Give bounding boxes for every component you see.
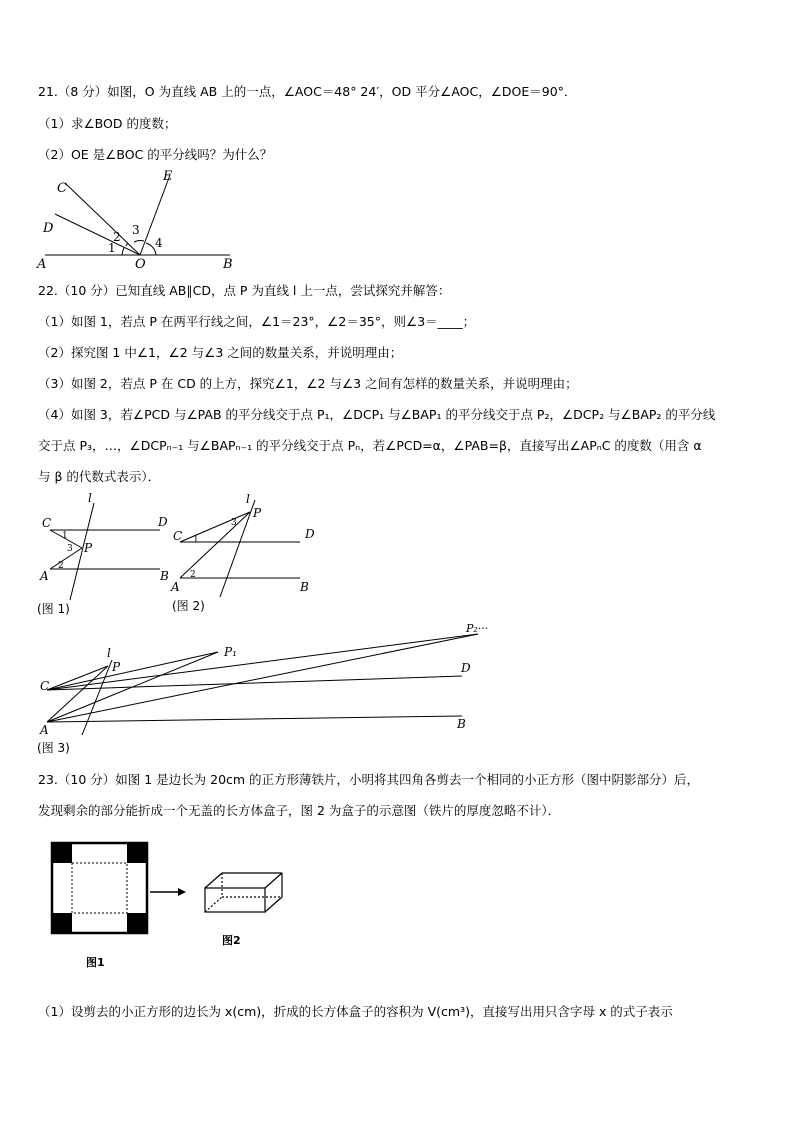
corner-ne [52,843,72,863]
angle-label-4: 4 [155,236,163,250]
label-c: C [57,181,67,196]
q23-fig1-caption: 图1 [86,956,105,969]
fig3-label-c: C [40,679,50,693]
fig2-label-b: B [300,580,309,594]
fig2-label-d: D [305,527,315,541]
fig1-label-b: B [160,569,169,583]
q22-part4-line2: 交于点 P₃，…，∠DCPₙ₋₁ 与∠BAPₙ₋₁ 的平分线交于点 Pₙ，若∠PCD=α，∠PAB=β，直接写出∠APₙC 的度数（用含 α [38,438,702,453]
fig2-label-l: l [246,492,250,506]
q23-part1: （1）设剪去的小正方形的边长为 x(cm)，折成的长方体盒子的容积为 V(cm³)，直接写出用只含字母 x 的式子表示 [38,1004,673,1019]
fig3-label-d: D [461,661,471,675]
label-o: O [135,257,146,272]
fig1-label-c: C [42,516,52,530]
label-d: D [43,221,54,236]
q21-stem: 21.（8 分）如图，O 为直线 AB 上的一点，∠AOC＝48° 24′，OD 平分∠AOC，∠DOE＝90°． [38,84,577,99]
fold-line [72,863,127,913]
label-a: A [37,257,47,272]
fig1-label-a: A [40,569,49,583]
q22-part2: （2）探究图 1 中∠1，∠2 与∠3 之间的数量关系，并说明理由； [38,345,403,360]
fig3-label-p2: P₂··· [466,622,489,635]
fig3-caption: (图 3) [37,741,70,755]
fig2-label-a: A [171,580,180,594]
fig1-label-l: l [88,491,92,505]
q23-stem-line1: 23.（10 分）如图 1 是边长为 20cm 的正方形薄铁片，小明将其四角各剪去一个相同的小正方形（图中阴影部分）后， [38,772,700,787]
fig3-label-l: l [107,646,111,660]
q22-stem: 22.（10 分）已知直线 AB∥CD，点 P 为直线 l 上一点，尝试探究并解答： [38,283,451,298]
angle-label-1: 1 [108,241,116,255]
fig1-angle-1: 1 [62,531,68,541]
fig2-label-p: P [253,506,262,520]
fig1-label-p: P [84,541,93,555]
fig1-angle-2: 2 [58,561,64,571]
fig2-label-c: C [173,529,183,543]
q22-part4-line3: 与 β 的代数式表示）． [38,469,161,484]
fig2-angle-3: 3 [231,518,237,528]
q23-stem-line2: 发现剩余的部分能折成一个无盖的长方体盒子，图 2 为盒子的示意图（铁片的厚度忽略不计）． [38,803,561,818]
fig3-label-a: A [40,723,49,737]
q21-part2: （2）OE 是∠BOC 的平分线吗？为什么？ [38,147,273,162]
q23-fig2-caption: 图2 [222,934,241,947]
fig3-label-p1: P₁ [224,645,237,659]
label-e: E [163,169,173,184]
q22-part1: （1）如图 1，若点 P 在两平行线之间，∠1＝23°，∠2＝35°，则∠3＝____； [38,314,476,329]
fig2-angle-1: 1 [193,535,199,545]
corner-sw [52,913,72,933]
angle-label-3: 3 [132,223,140,237]
open-box [205,873,282,912]
fig2-caption: (图 2) [172,599,205,613]
angle-label-2: 2 [113,230,121,244]
arrow-head [178,888,186,896]
corner-se [127,913,147,933]
corner-nw [127,843,147,863]
q22-part3: （3）如图 2，若点 P 在 CD 的上方，探究∠1，∠2 与∠3 之间有怎样的数量关系，并说明理由； [38,376,578,391]
fig1-label-d: D [158,515,168,529]
fig3-label-b: B [457,717,466,731]
fig2-angle-2: 2 [190,570,196,580]
q22-part4-line1: （4）如图 3，若∠PCD 与∠PAB 的平分线交于点 P₁，∠DCP₁ 与∠BAP₁ 的平分线交于点 P₂，∠DCP₂ 与∠BAP₂ 的平分线 [38,407,716,422]
fig1-angle-3: 3 [67,544,73,554]
fig3-label-p: P [112,660,121,674]
label-b: B [223,257,233,272]
fig1-caption: (图 1) [37,602,70,616]
q21-part1: （1）求∠BOD 的度数； [38,116,177,131]
